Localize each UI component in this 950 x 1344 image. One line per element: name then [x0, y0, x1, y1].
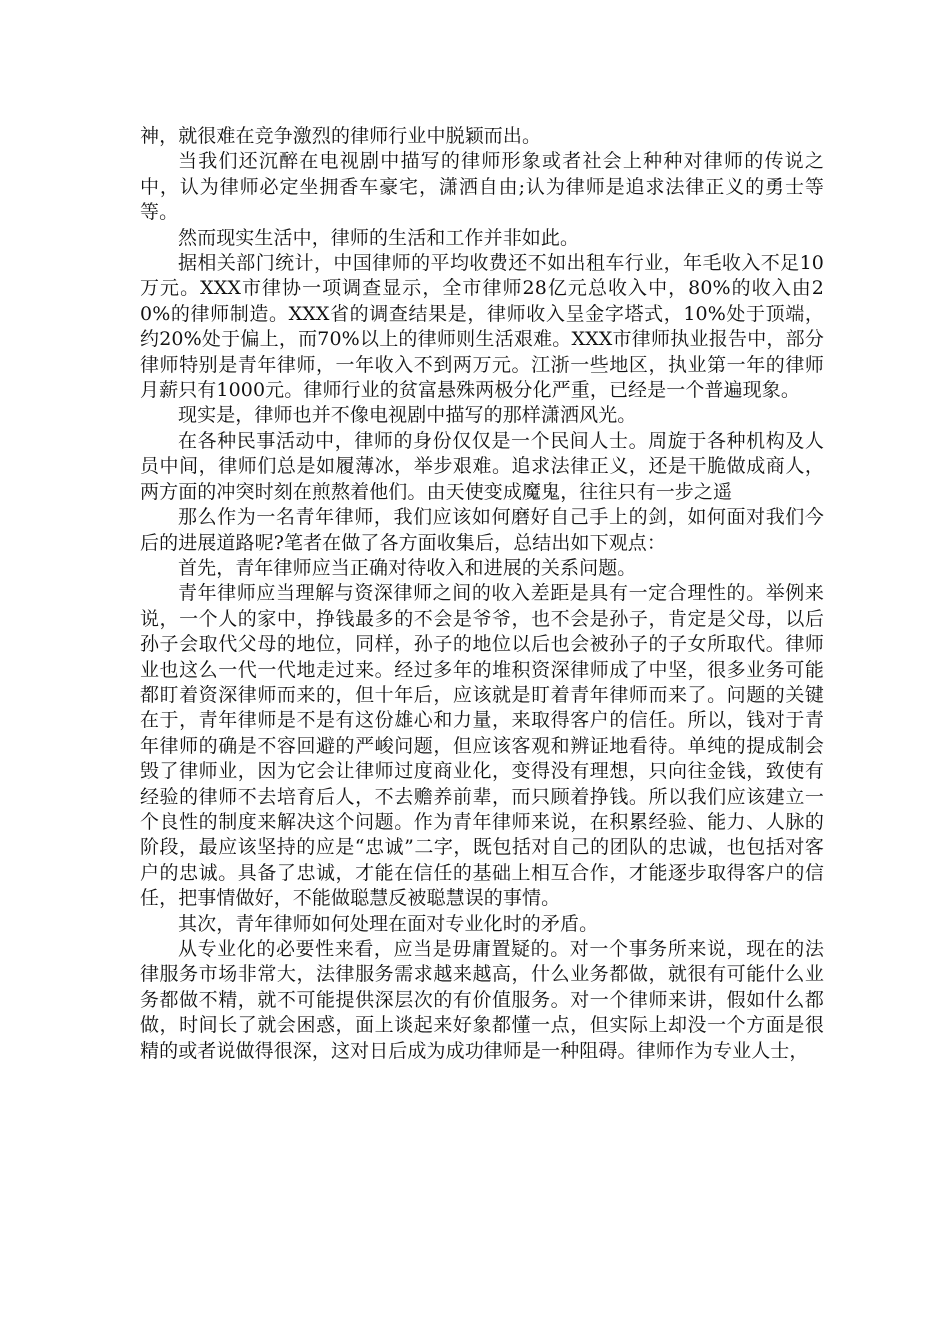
- paragraph-8: 首先，青年律师应当正确对待收入和进展的关系问题。: [178, 556, 637, 579]
- paragraph-6: 在各种民事活动中，律师的身份仅仅是一个民间人士。周旋于各种机构及人员中间，律师们总是如履薄冰，举步艰难。追求法律正义，还是干脆做成商人，两方面的冲突时刻在煎熬着他们。由天使变成魔鬼，往往只有一步之遥: [140, 429, 824, 503]
- paragraph-5: 现实是，律师也并不像电视剧中描写的那样潇洒风光。: [178, 404, 637, 427]
- document-page: [140, 124, 824, 1064]
- paragraph-4: 据相关部门统计，中国律师的平均收费还不如出租车行业，年毛收入不足10万元。XXX市律协一项调查显示，全市律师28亿元总收入中，80%的收入由20%的律师制造。XXX省的调查结果是，律师收入呈金字塔式，10%处于顶端，约20%处于偏上，而70%以上的律师则生活艰难。XXX市律师执业报告中，部分律师特别是青年律师，一年收入不到两万元。江浙一些地区，执业第一年的律师月薪只有1000元。律师行业的贫富悬殊两极分化严重，已经是一个普遍现象。: [140, 252, 824, 402]
- paragraph-10: 其次，青年律师如何处理在面对专业化时的矛盾。: [178, 912, 599, 935]
- paragraph-11: 从专业化的必要性来看，应当是毋庸置疑的。对一个事务所来说，现在的法律服务市场非常大，法律服务需求越来越高，什么业务都做，就很有可能什么业务都做不精，就不可能提供深层次的有价值服务。对一个律师来讲，假如什么都做，时间长了就会困惑，面上谈起来好象都懂一点，但实际上却没一个方面是很精的或者说做得很深，这对日后成为成功律师是一种阻碍。律师作为专业人士，: [140, 938, 824, 1062]
- paragraph-3: 然而现实生活中，律师的生活和工作并非如此。: [178, 226, 580, 249]
- paragraph-2: 当我们还沉醉在电视剧中描写的律师形象或者社会上种种对律师的传说之中，认为律师必定坐拥香车豪宅，潇洒自由;认为律师是追求法律正义的勇士等等。: [140, 150, 824, 224]
- paragraph-9: 青年律师应当理解与资深律师之间的收入差距是具有一定合理性的。举例来说，一个人的家中，挣钱最多的不会是爷爷，也不会是孙子，肯定是父母，以后孙子会取代父母的地位，同样，孙子的地位以后也会被孙子的子女所取代。律师业也这么一代一代地走过来。经过多年的堆积资深律师成了中坚，很多业务可能都盯着资深律师而来的，但十年后，应该就是盯着青年律师而来了。问题的关键在于，青年律师是不是有这份雄心和力量，来取得客户的信任。所以，钱对于青年律师的确是不容回避的严峻问题，但应该客观和辨证地看待。单纯的提成制会毁了律师业，因为它会让律师过度商业化，变得没有理想，只向往金钱，致使有经验的律师不去培育后人，不去赡养前辈，而只顾着挣钱。所以我们应该建立一个良性的制度来解决这个问题。作为青年律师来说，在积累经验、能力、人脉的阶段，最应该坚持的应是“忠诚”二字，既包括对自己的团队的忠诚，也包括对客户的忠诚。具备了忠诚，才能在信任的基础上相互合作，才能逐步取得客户的信任，把事情做好，不能做聪慧反被聪慧误的事情。: [140, 582, 824, 910]
- paragraph-7: 那么作为一名青年律师，我们应该如何磨好自己手上的剑，如何面对我们今后的进展道路呢?笔者在做了各方面收集后，总结出如下观点：: [140, 506, 824, 554]
- paragraph-1: 神，就很难在竞争激烈的律师行业中脱颖而出。: [140, 125, 542, 147]
